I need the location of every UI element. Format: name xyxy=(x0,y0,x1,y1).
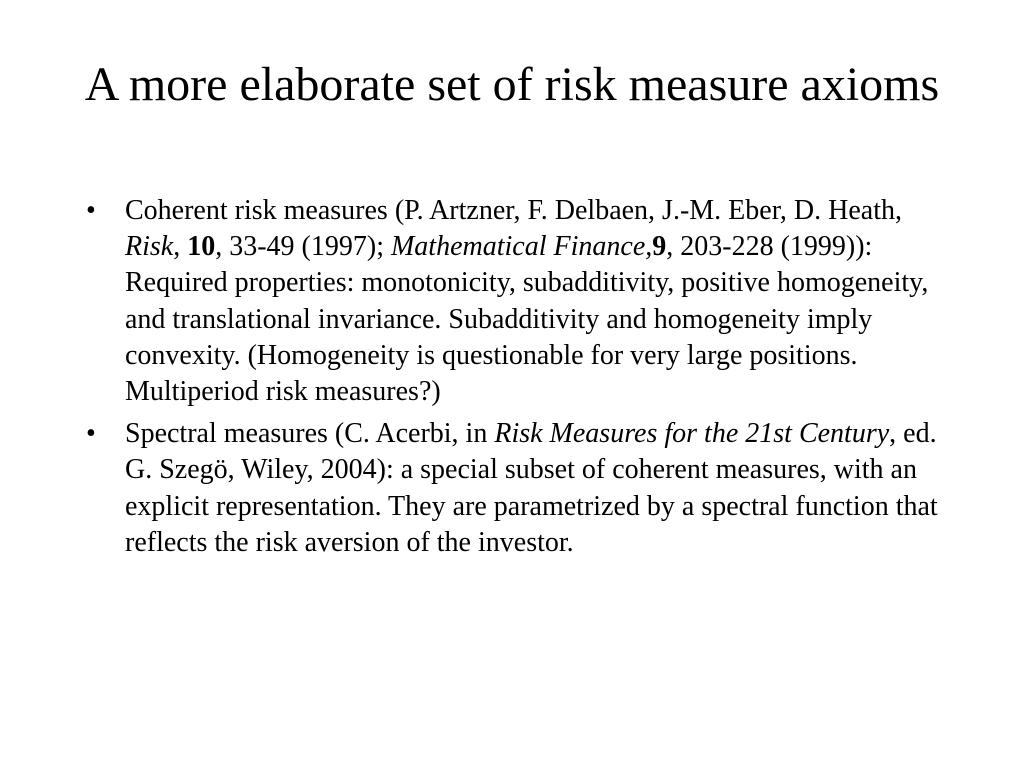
bullet-list xyxy=(86,193,948,567)
text-run: Coherent risk measures (P. Artzner, F. Delbaen, J.-M. Eber, D. Heath, xyxy=(125,195,902,226)
text-run: , 203-228 (1999)): Required properties: monotonicity, subadditivity, positive homogeneity, and translational invariance. Subadditivity and homogeneity imply convexity. (Homogeneity is questionable for very large positions. Multiperiod risk measures?) xyxy=(125,231,929,408)
text-run: Spectral measures (C. Acerbi, in xyxy=(125,418,495,450)
bullet-marker: • xyxy=(86,195,96,226)
text-run: , ed. G. Szegö, Wiley, 2004): a special subset of coherent measures, with an explicit representation. They are parametrized by a spectral function that reflects the risk aversion of the investor. xyxy=(125,418,938,558)
bullet-item xyxy=(86,416,948,561)
bullet-marker: • xyxy=(86,418,96,450)
book-title: Risk Measures for the 21st Century xyxy=(494,418,890,450)
text-run: , xyxy=(173,231,188,263)
volume-number: 10 xyxy=(187,231,216,263)
text-run: , 33-49 (1997); xyxy=(215,231,391,263)
bullet-text xyxy=(125,418,938,558)
journal-name: Mathematical Finance, xyxy=(390,231,653,263)
bullet-item xyxy=(86,193,948,410)
volume-number: 9 xyxy=(652,231,667,263)
journal-name: Risk xyxy=(125,231,174,263)
bullet-text xyxy=(125,195,928,407)
slide-title: A more elaborate set of risk measure axioms xyxy=(84,58,940,111)
